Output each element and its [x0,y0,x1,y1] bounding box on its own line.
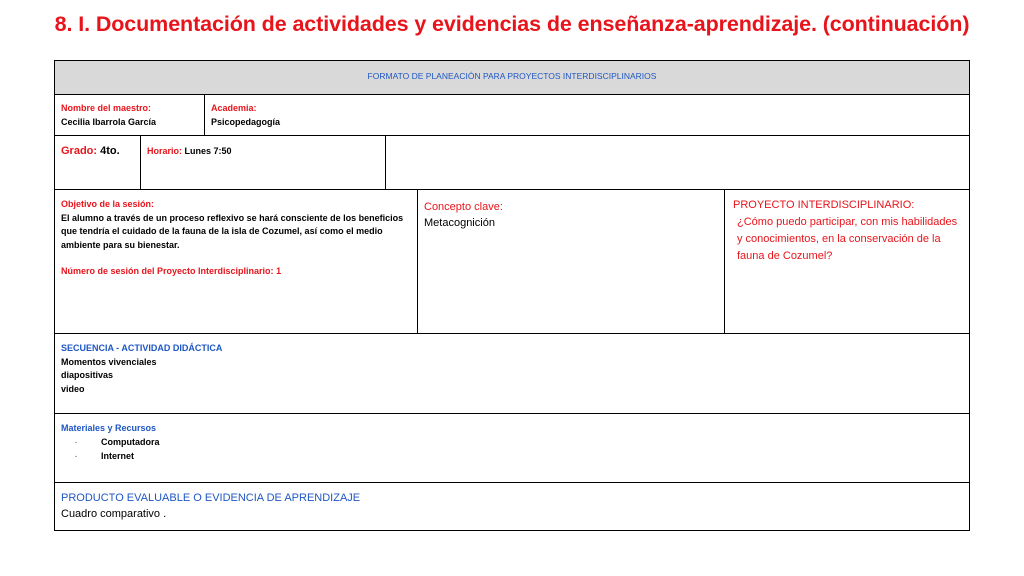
schedule-value: Lunes 7:50 [184,146,232,156]
planning-table [54,60,970,531]
grade-value: 4to. [100,145,120,157]
objective-label: Objetivo de la sesión: [61,199,155,209]
grade-label: Grado: [61,145,98,157]
format-header: FORMATO DE PLANEACIÓN PARA PROYECTOS INTERDISCIPLINARIOS [54,60,970,95]
schedule-label: Horario: [147,146,183,156]
list-item [61,436,963,451]
product-value: Cuadro comparativo . [61,508,167,520]
objective-text: El alumno a través de un proceso reflexivo se hará consciente de los beneficios que tendría el cuidado de la fauna de la isla de Cozumel, así como el medio ambiente para su bienestar. [61,212,404,250]
empty-cell [385,135,970,190]
session-label: Número de sesión del Proyecto Interdisciplinario: [61,266,274,276]
session-number [61,265,411,279]
materials-cell [54,413,970,483]
teacher-label: Nombre del maestro: [61,103,152,113]
slide-title: 8. I. Documentación de actividades y evidencias de enseñanza-aprendizaje. (continuación) [54,12,970,36]
academy-value: Psicopedagogía [211,116,281,127]
bullet-icon: · [75,454,78,461]
key-concept-value: Metacognición [424,217,495,229]
bullet-icon: · [75,439,78,447]
teacher-cell [54,94,205,136]
project-cell [724,189,970,334]
project-label: PROYECTO INTERDISCIPLINARIO: [733,199,915,211]
schedule-cell [140,135,386,190]
key-concept-label: Concepto clave: [424,201,503,213]
sequence-item: Momentos vivenciales [61,356,157,367]
sequence-item: diapositivas [61,370,114,380]
objective-cell [54,189,418,334]
materials-item: Internet [101,451,135,461]
academy-cell [204,94,970,136]
sequence-item: video [61,383,85,394]
materials-label: Materiales y Recursos [61,423,157,433]
sequence-label: SECUENCIA - ACTIVIDAD DIDÁCTICA [61,343,223,353]
academy-label: Academia: [211,103,257,113]
session-value: 1 [276,266,282,276]
grade-cell [54,135,141,190]
product-label: PRODUCTO EVALUABLE O EVIDENCIA DE APRENDIZAJE [61,492,361,504]
key-concept-cell [417,189,725,334]
project-question: ¿Cómo puedo participar, con mis habilidades y conocimientos, en la conservación de la fauna de Cozumel? [737,216,958,262]
materials-item: Computadora [101,436,160,447]
teacher-value: Cecilia Ibarrola García [61,116,157,127]
list-item [61,450,963,465]
sequence-cell [54,333,970,414]
product-cell [54,482,970,531]
